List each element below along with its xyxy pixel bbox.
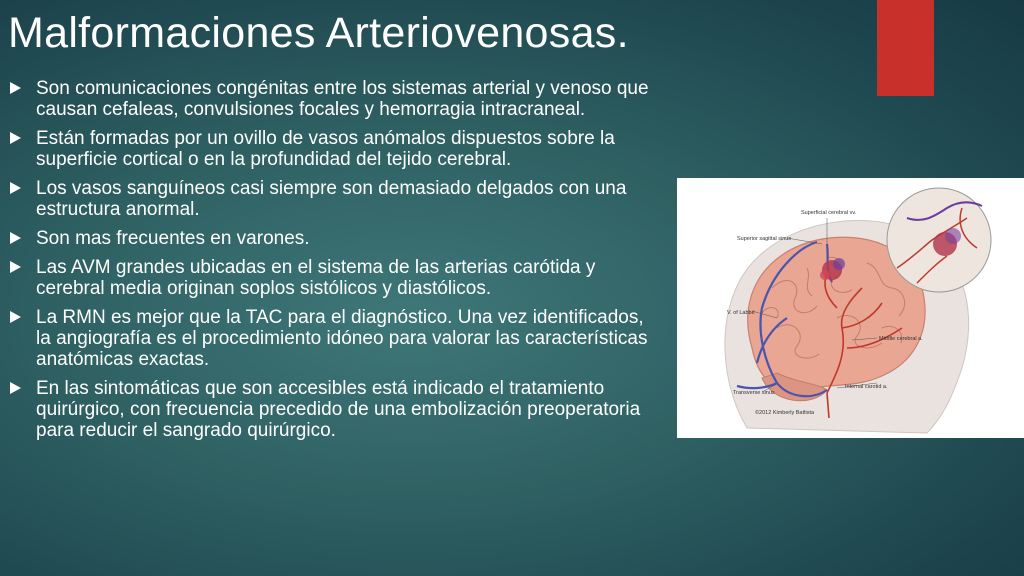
arrow-bullet-icon [10, 232, 21, 244]
bullet-list [8, 78, 658, 449]
accent-bar [877, 0, 934, 96]
bullet-text: Son mas frecuentes en varones. [36, 228, 310, 249]
label-copyright: ©2012 Kimberly Battista [755, 410, 815, 416]
bullet-item [8, 128, 658, 170]
label-superficial-cerebral: Superficial cerebral vv. [801, 210, 857, 216]
bullet-item [8, 307, 658, 370]
bullet-text: Están formadas por un ovillo de vasos anómalos dispuestos sobre la superficie cortical o en la profundidad del tejido cerebral. [36, 128, 615, 170]
bullet-item [8, 78, 658, 120]
bullet-item [8, 178, 658, 220]
bullet-item [8, 378, 658, 441]
label-superior-sagittal-sinus: Superior sagittal sinus [737, 236, 792, 242]
arrow-bullet-icon [10, 82, 21, 94]
brain-illustration-svg [677, 178, 1024, 438]
label-transverse-sinus: Transverse sinus [733, 390, 775, 396]
arrow-bullet-icon [10, 182, 21, 194]
arrow-bullet-icon [10, 261, 21, 273]
slide-title: Malformaciones Arteriovenosas. [8, 9, 629, 57]
bullet-text: Las AVM grandes ubicadas en el sistema de las arterias carótida y cerebral media originan soplos sistólicos y diastólicos. [36, 257, 596, 299]
arrow-bullet-icon [10, 132, 21, 144]
brain-avm-illustration [677, 178, 1024, 438]
label-middle-cerebral: Middle cerebral a. [879, 336, 923, 342]
bullet-text: Los vasos sanguíneos casi siempre son demasiado delgados con una estructura anormal. [36, 178, 627, 220]
bullet-text: En las sintomáticas que son accesibles está indicado el tratamiento quirúrgico, con frecuencia precedido de una embolización preoperatoria para reducir el sangrado quirúrgico. [36, 378, 641, 441]
bullet-text: La RMN es mejor que la TAC para el diagnóstico. Una vez identificados, la angiografía es el procedimiento idóneo para valorar las características anatómicas exactas. [36, 307, 648, 370]
bullet-item [8, 257, 658, 299]
bullet-text: Son comunicaciones congénitas entre los sistemas arterial y venoso que causan cefaleas, convulsiones focales y hemorragia intracraneal. [36, 78, 649, 120]
label-internal-carotid: Internal carotid a. [845, 384, 888, 390]
label-v-of-labbe: V. of Labbé [727, 310, 755, 316]
arrow-bullet-icon [10, 382, 21, 394]
bullet-item [8, 228, 658, 249]
arrow-bullet-icon [10, 311, 21, 323]
